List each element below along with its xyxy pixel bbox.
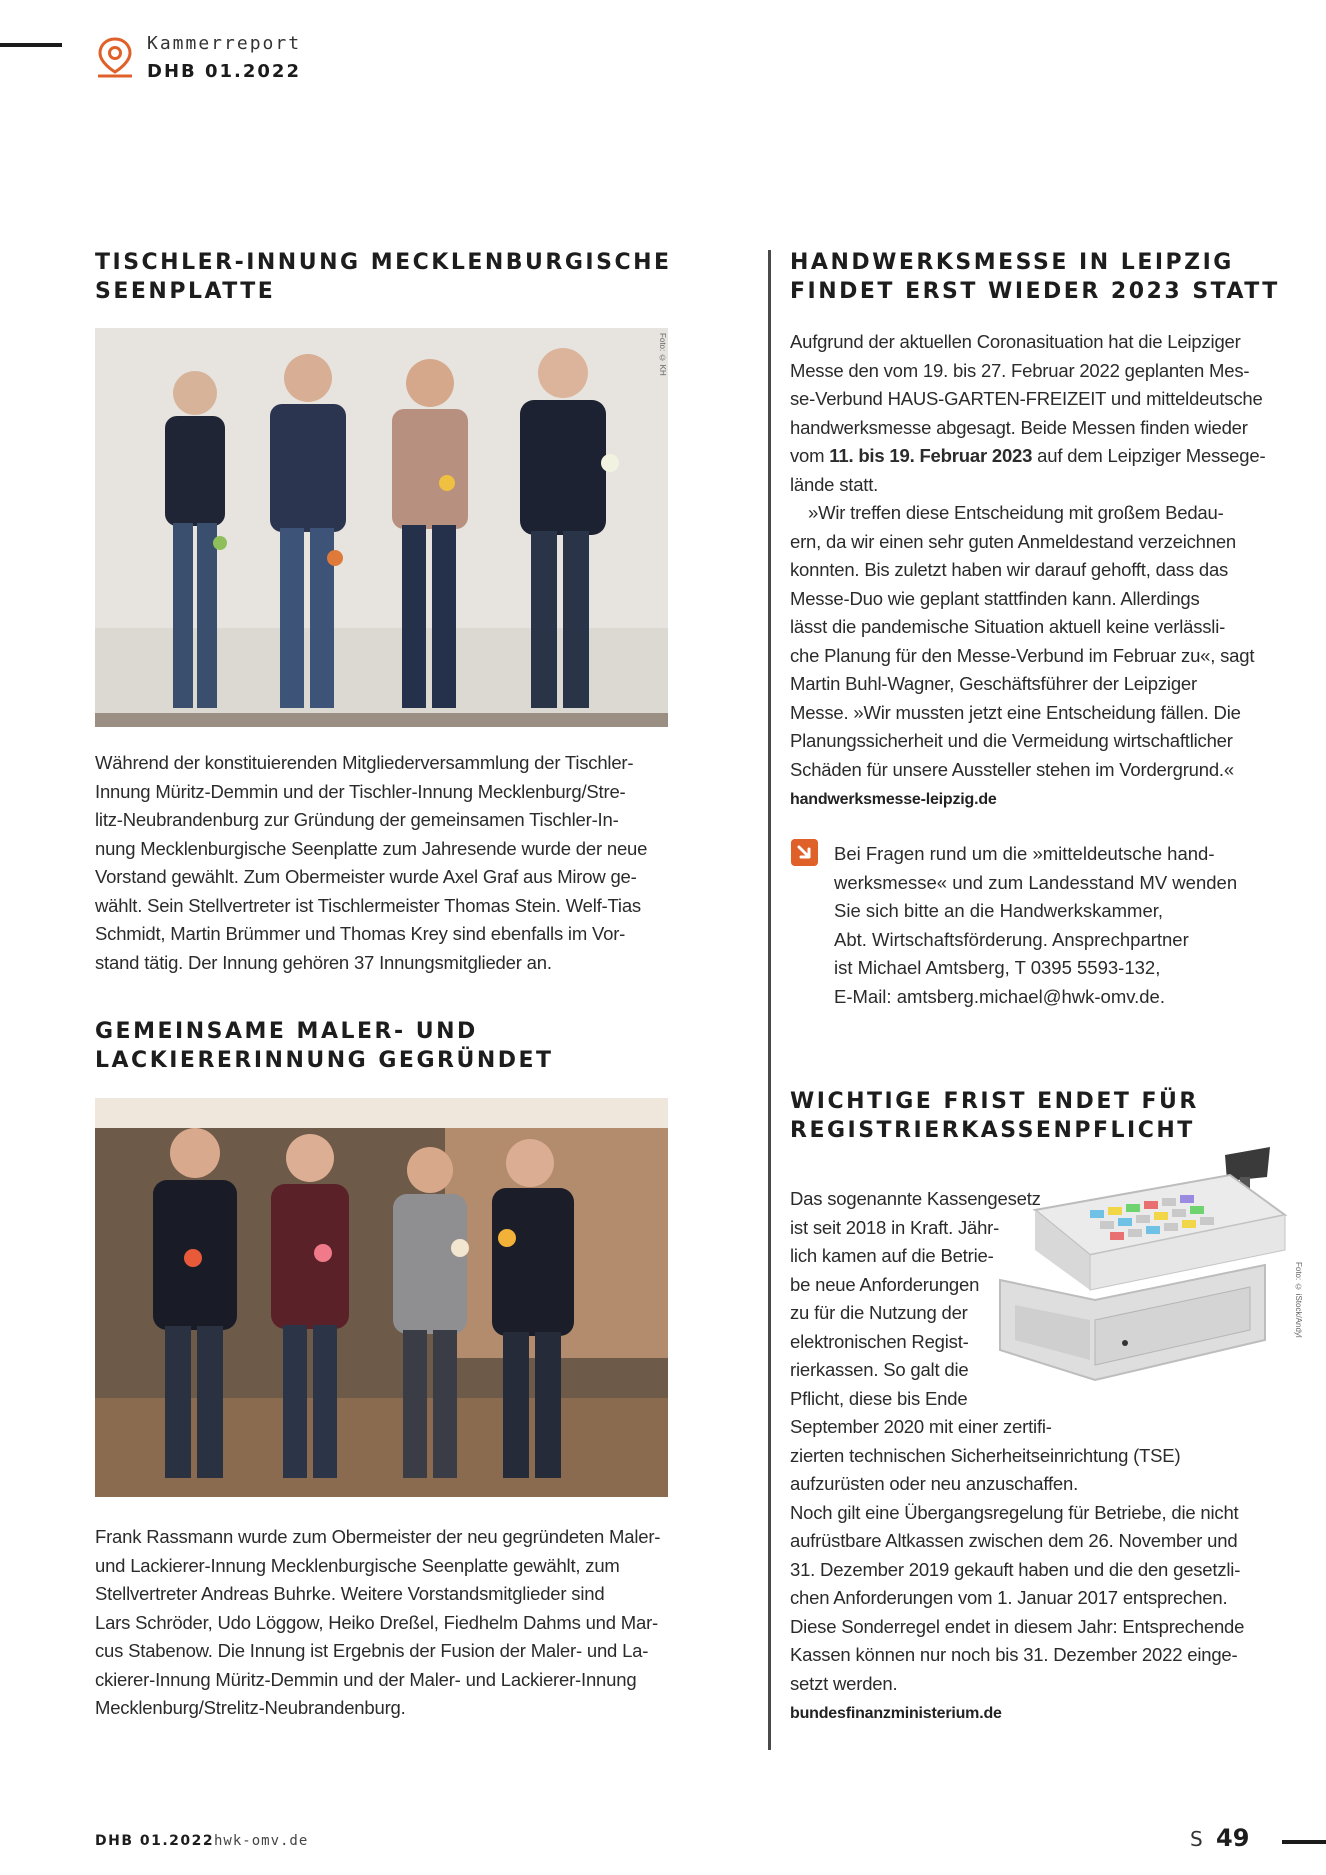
text-line: werksmesse« und zum Landesstand MV wenden: [834, 871, 1238, 893]
text-line: Bei Fragen rund um die »mitteldeutsche hand-: [834, 843, 1215, 864]
text-line: setzt werden.: [790, 1672, 898, 1694]
text-line: Sie sich bitte an die Handwerkskammer,: [834, 900, 1164, 921]
headline-tischler-innung: [95, 248, 672, 306]
text-line: Vorstand gewählt. Zum Obermeister wurde Axel Graf aus Mirow ge-: [95, 866, 637, 887]
text-line: lässt die pandemische Situation aktuell keine verlässli-: [790, 616, 1226, 637]
text-line: wählt. Sein Stellvertreter ist Tischlermeister Thomas Stein. Welf-Tias: [95, 894, 641, 916]
headline-line: HANDWERKSMESSE IN LEIPZIG: [790, 250, 1234, 275]
text-line: aufrüstbare Altkassen zwischen dem 26. November und: [790, 1530, 1238, 1551]
text-line: zierten technischen Sicherheitseinrichtung (TSE): [790, 1444, 1181, 1466]
text-line: ern, da wir einen sehr guten Anmeldestand verzeichnen: [790, 530, 1237, 552]
text-line: und Lackierer-Innung Mecklenburgische Seenplatte gewählt, zum: [95, 1554, 620, 1576]
page-prefix: S: [1190, 1827, 1204, 1851]
text-line: handwerksmesse abgesagt. Beide Messen finden wieder: [790, 416, 1248, 438]
text-line: Noch gilt eine Übergangsregelung für Betriebe, die nicht: [790, 1501, 1239, 1523]
text-line: Planungssicherheit und die Vermeidung wirtschaftlicher: [790, 730, 1233, 751]
text-line: ckierer-Innung Müritz-Demmin und der Maler- und Lackierer-Innung: [95, 1668, 637, 1690]
text-line: Lars Schröder, Udo Löggow, Heiko Dreßel, Fiedhelm Dahms und Mar-: [95, 1611, 659, 1633]
text-line: Messe. »Wir mussten jetzt eine Entscheidung fällen. Die: [790, 701, 1241, 723]
text-line: cus Stabenow. Die Innung ist Ergebnis der Fusion der Maler- und La-: [95, 1640, 649, 1661]
text-line: Schäden für unsere Aussteller stehen im Vordergrund.«: [790, 758, 1234, 780]
text-line: konnten. Bis zuletzt haben wir darauf gehofft, dass das: [790, 559, 1229, 580]
text-line: rierkassen. So galt die: [790, 1359, 969, 1380]
headline-maler-lackierer: [95, 1017, 554, 1075]
body-tischler-innung: [95, 749, 647, 977]
headline-line: TISCHLER-INNUNG MECKLENBURGISCHE: [95, 250, 672, 275]
contact-email[interactable]: E-Mail: amtsberg.michael@hwk-omv.de.: [834, 985, 1165, 1007]
text-line: che Planung für den Messe-Verbund im Februar zu«, sagt: [790, 644, 1255, 666]
text-line: litz-Neubrandenburg zur Gründung der gemeinsamen Tischler-In-: [95, 809, 619, 830]
text-line: elektronischen Regist-: [790, 1330, 969, 1352]
headline-line: LACKIERERINNUNG GEGRÜNDET: [95, 1048, 554, 1073]
text-line: nung Mecklenburgische Seenplatte zum Jahresende wurde der neue: [95, 837, 648, 859]
header-rule: [0, 43, 62, 47]
location-pin-icon: [95, 36, 135, 80]
text-line: se-Verbund HAUS-GARTEN-FREIZEIT und mitteldeutsche: [790, 388, 1263, 409]
text-line: lich kamen auf die Betrie-: [790, 1245, 994, 1266]
headline-handwerksmesse: [790, 248, 1280, 306]
photo-maler-vorstand: [95, 1098, 668, 1497]
text-line: Martin Buhl-Wagner, Geschäftsführer der Leipziger: [790, 673, 1197, 694]
text-line: stand tätig. Der Innung gehören 37 Innungsmitglieder an.: [95, 951, 552, 973]
text-line: Schmidt, Martin Brümmer und Thomas Krey sind ebenfalls im Vor-: [95, 923, 626, 944]
text-line: Stellvertreter Andreas Buhrke. Weitere Vorstandsmitglieder sind: [95, 1583, 605, 1604]
photo-tischler-vorstand: [95, 328, 668, 727]
text-line: Messe-Duo wie geplant stattfinden kann. Allerdings: [790, 587, 1200, 609]
text-line: Kassen können nur noch bis 31. Dezember 2022 einge-: [790, 1644, 1238, 1665]
text-line: Innung Müritz-Demmin und der Tischler-Innung Mecklenburg/Stre-: [95, 780, 626, 802]
text-line: Mecklenburg/Strelitz-Neubrandenburg.: [95, 1697, 406, 1718]
text-line: Das sogenannte Kassengesetz: [790, 1188, 1041, 1209]
body-registrierkassen: [790, 1185, 1244, 1729]
text-line: 31. Dezember 2019 gekauft haben und die den gesetzli-: [790, 1558, 1241, 1580]
info-box: [834, 840, 1237, 1011]
text-line: Frank Rassmann wurde zum Obermeister der neu gegründeten Maler-: [95, 1526, 661, 1547]
text-line: Abt. Wirtschaftsförderung. Ansprechpartner: [834, 928, 1189, 950]
source-link[interactable]: bundesfinanzministerium.de: [790, 1705, 1002, 1722]
headline-line: GEMEINSAME MALER- UND: [95, 1019, 478, 1044]
text-line: chen Anforderungen vom 1. Januar 2017 entsprechen.: [790, 1587, 1228, 1608]
text-line: zu für die Nutzung der: [790, 1302, 968, 1323]
text-line: aufzurüsten oder neu anzuschaffen.: [790, 1473, 1079, 1494]
photo-credit: Foto: © iStock/Andyl: [1294, 1262, 1303, 1338]
photo-credit: Foto: © KH: [658, 333, 667, 376]
headline-line: WICHTIGE FRIST ENDET FÜR: [790, 1089, 1199, 1114]
text-fragment: auf dem Leipziger Messege-: [1032, 445, 1266, 466]
footer-issue: DHB 01.2022: [95, 1833, 215, 1849]
headline-line: FINDET ERST WIEDER 2023 STATT: [790, 279, 1280, 304]
body-handwerksmesse: [790, 328, 1265, 815]
footer-rule: [1282, 1840, 1326, 1844]
column-divider: [768, 250, 771, 1750]
text-line: be neue Anforderungen: [790, 1273, 980, 1295]
text-line: Während der konstituierenden Mitgliederversammlung der Tischler-: [95, 752, 634, 773]
headline-line: REGISTRIERKASSENPFLICHT: [790, 1118, 1195, 1143]
arrow-down-right-icon: [791, 839, 818, 866]
text-line: Messe den vom 19. bis 27. Februar 2022 geplanten Mes-: [790, 359, 1250, 381]
text-line: September 2020 mit einer zertifi-: [790, 1416, 1052, 1437]
body-maler-lackierer: [95, 1523, 660, 1723]
text-line: ist seit 2018 in Kraft. Jähr-: [790, 1216, 1000, 1238]
text-line: Diese Sonderregel endet in diesem Jahr: Entsprechende: [790, 1615, 1245, 1637]
page-number: 49: [1216, 1824, 1250, 1852]
text-line: Pflicht, diese bis Ende: [790, 1387, 968, 1409]
text-line: lände statt.: [790, 473, 879, 495]
headline-line: SEENPLATTE: [95, 279, 276, 304]
section-label: Kammerreport: [147, 33, 302, 54]
text-fragment: vom: [790, 445, 830, 466]
date-highlight: 11. bis 19. Februar 2023: [829, 445, 1033, 466]
text-line: »Wir treffen diese Entscheidung mit großem Bedau-: [808, 502, 1224, 523]
source-link[interactable]: handwerksmesse-leipzig.de: [790, 791, 997, 808]
issue-label: DHB 01.2022: [147, 61, 301, 82]
footer-url[interactable]: hwk-omv.de: [214, 1833, 309, 1849]
text-line: ist Michael Amtsberg, T 0395 5593-132,: [834, 957, 1161, 978]
text-line: Aufgrund der aktuellen Coronasituation hat die Leipziger: [790, 331, 1241, 352]
